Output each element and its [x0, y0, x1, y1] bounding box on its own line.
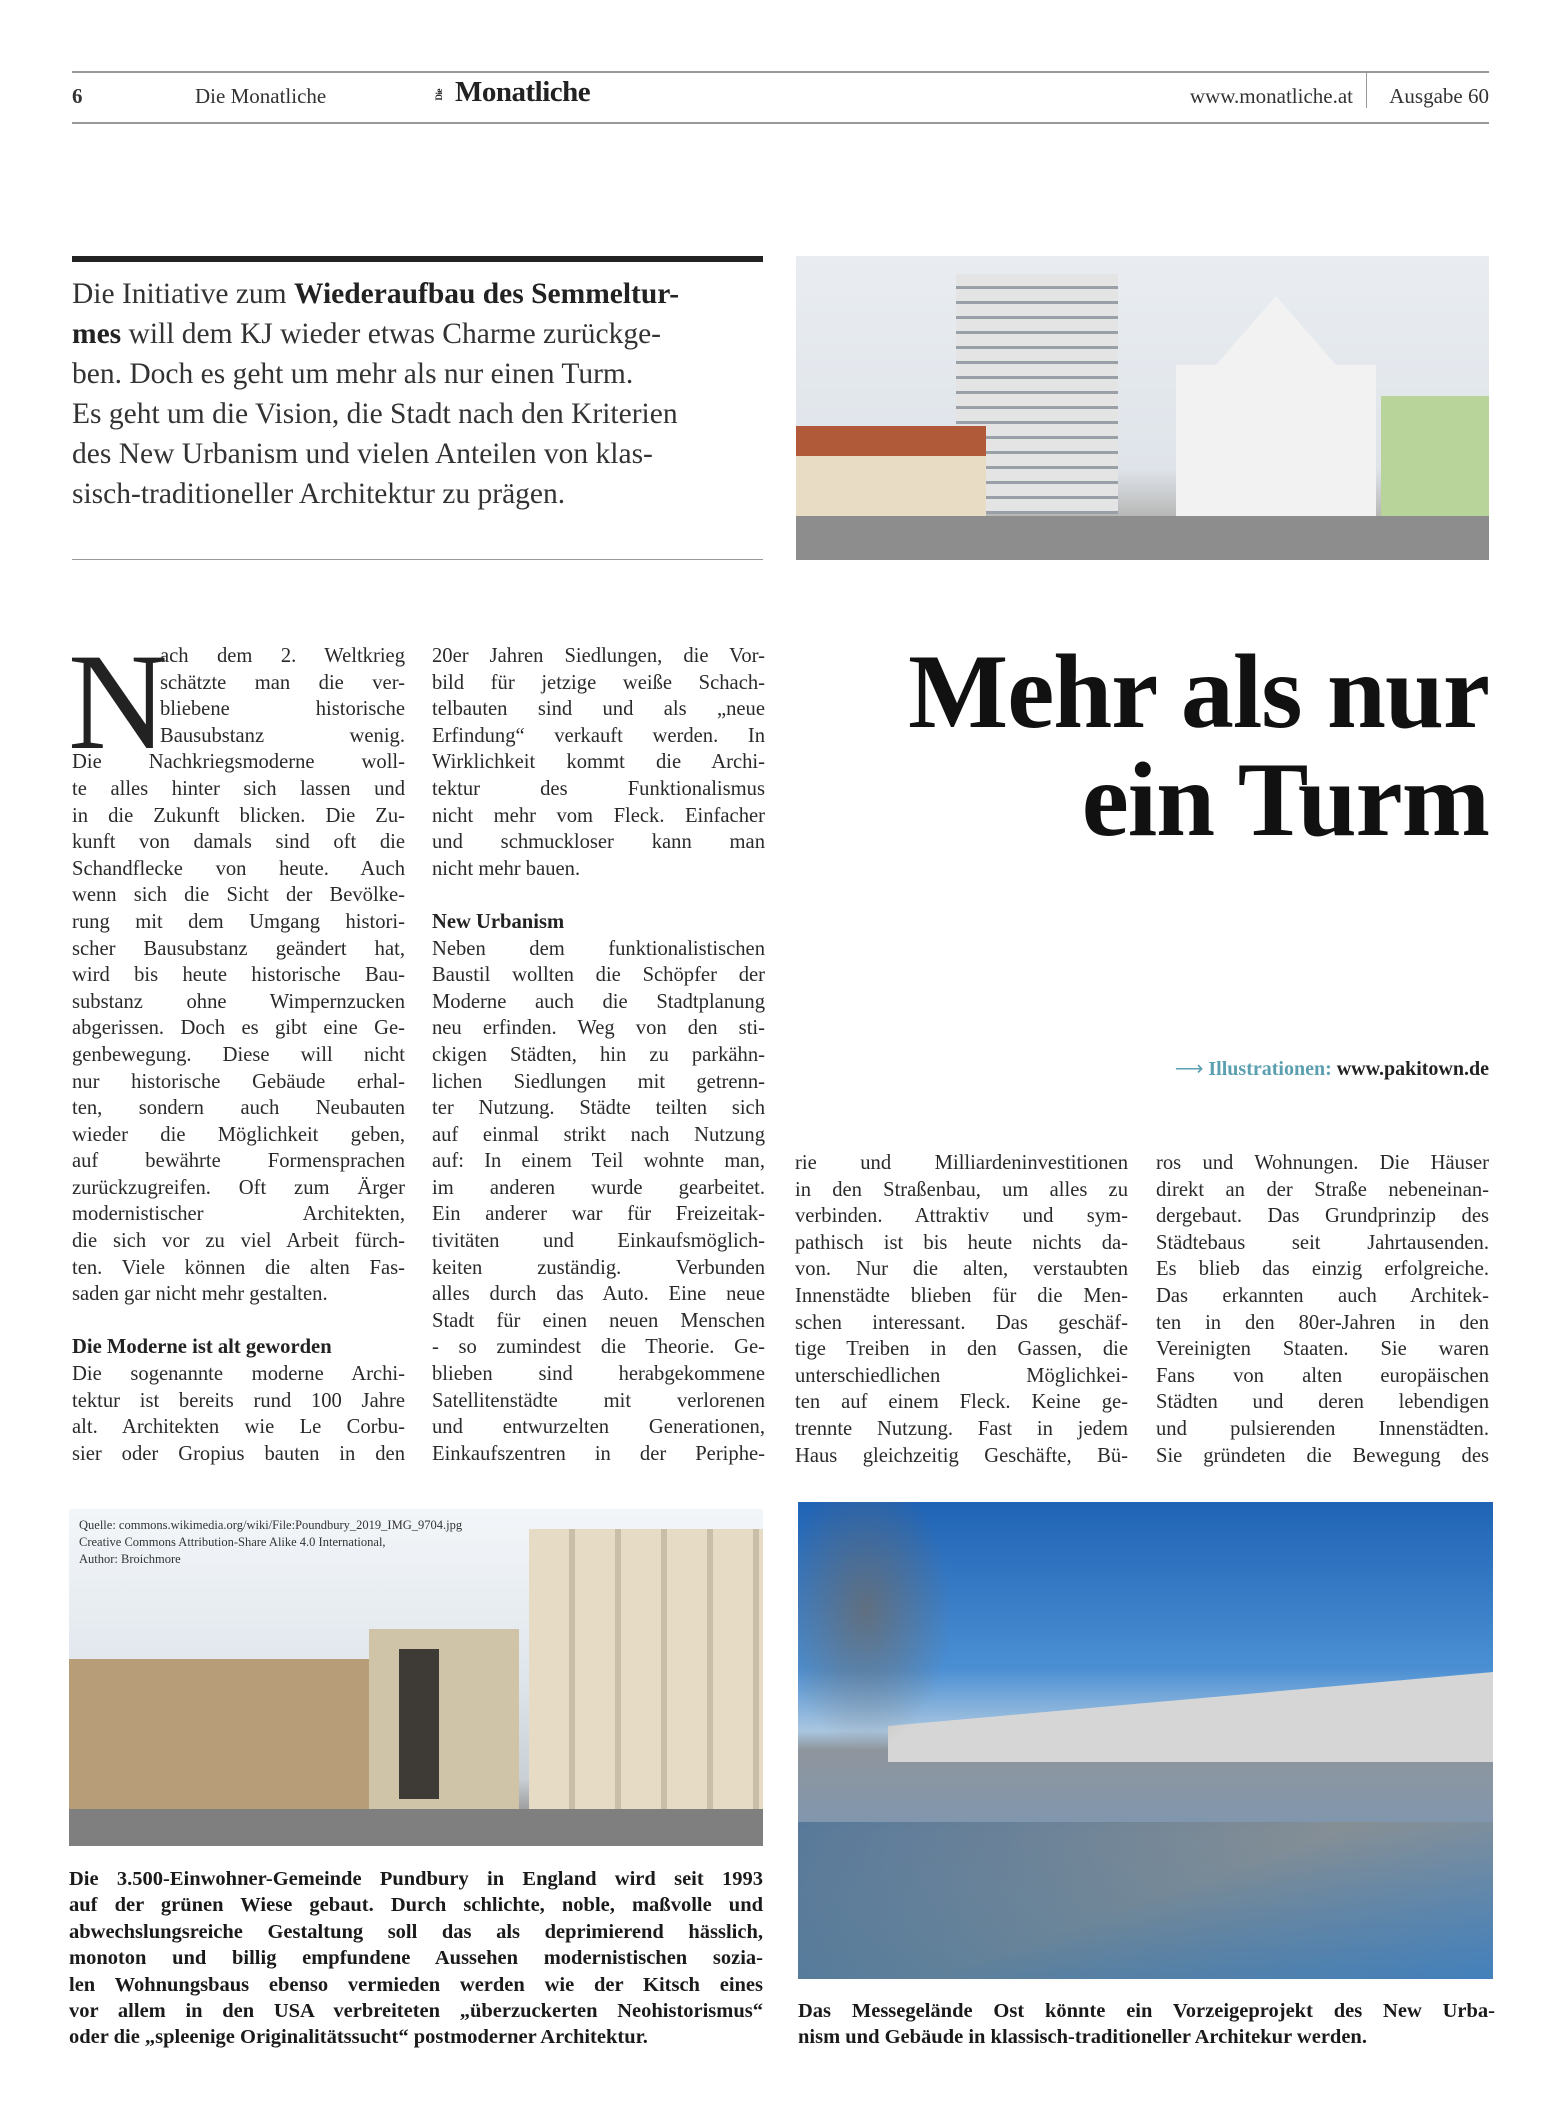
- photo-messegelaende: [798, 1502, 1493, 1979]
- photo-street-highrise: [796, 256, 1489, 560]
- text-line: ten. Viele können die alten Fas-: [72, 1256, 405, 1279]
- text-line: modernistischer Architekten,: [72, 1203, 405, 1226]
- publication-name: Die Monatliche: [195, 84, 327, 108]
- text-line: lichen Siedlungen mit getrenn-: [432, 1070, 765, 1093]
- text-line: trennte Nutzung. Fast in jedem: [795, 1417, 1128, 1440]
- text-line: und entwurzelten Generationen,: [432, 1416, 765, 1439]
- text-line: nicht mehr vom Fleck. Einfacher: [432, 804, 765, 827]
- credit-url[interactable]: www.pakitown.de: [1336, 1058, 1489, 1080]
- header-top-rule: [72, 71, 1489, 73]
- text-line: bliebene historische: [160, 698, 405, 721]
- text-line: schätzte man die ver-: [160, 671, 405, 694]
- caption-poundbury: [69, 1866, 763, 2051]
- text-line: Das erkannten auch Architek-: [1156, 1284, 1489, 1307]
- text-line: verbinden. Attraktiv und sym-: [795, 1205, 1128, 1228]
- text-line: keiten zuständig. Verbunden: [432, 1256, 765, 1279]
- text-line: nur historische Gebäude erhal-: [72, 1070, 405, 1093]
- arrow-right-icon: ⟶: [1174, 1058, 1209, 1080]
- text-line: 20er Jahren Siedlungen, die Vor-: [432, 645, 765, 667]
- text-line: die sich vor zu viel Arbeit fürch-: [72, 1230, 405, 1253]
- text-line: Haus gleichzeitig Geschäfte, Bü-: [795, 1444, 1128, 1467]
- text-line: blieben sind herabgekommene: [432, 1363, 765, 1386]
- text-line: rie und Milliardeninvestitionen: [795, 1152, 1128, 1174]
- text-line: Wirklichkeit kommt die Archi-: [432, 751, 765, 774]
- caption-line: Das Messegelände Ost könnte ein Vorzeigeprojekt des New Urba-: [798, 2000, 1495, 2022]
- text-line: ros und Wohnungen. Die Häuser: [1156, 1152, 1489, 1174]
- headline-line: ein Turm: [1081, 741, 1489, 858]
- text-line: auf bewährte Formensprachen: [72, 1150, 405, 1173]
- source-line: Creative Commons Attribution-Share Alike 4.0 International,: [79, 1535, 386, 1549]
- text-line: telbauten sind und als „neue: [432, 698, 765, 721]
- intro-text-part: ben. Doch es geht um mehr als nur einen Turm.: [72, 358, 634, 390]
- spacer: [432, 882, 765, 909]
- source-line: Author: Broichmore: [79, 1552, 181, 1566]
- text-line: pathisch ist bis heute nichts da-: [795, 1231, 1128, 1254]
- photo-poundbury: [69, 1509, 763, 1846]
- text-line: Es blieb das einzig erfolgreiche.: [1156, 1258, 1489, 1281]
- text-line: Innenstädte blieben für die Men-: [795, 1284, 1128, 1307]
- text-line: zurückzugreifen. Oft zum Ärger: [72, 1176, 405, 1199]
- caption-line: oder die „spleenige Originalitätssucht“ postmoderner Architektur.: [69, 2026, 648, 2049]
- text-line: alt. Architekten wie Le Corbu-: [72, 1416, 405, 1439]
- text-line: Einkaufszentren in der Periphe-: [432, 1442, 765, 1465]
- section-heading: New Urbanism: [432, 910, 565, 933]
- text-line: Sie gründeten die Bewegung des: [1156, 1444, 1489, 1467]
- text-line: Ein anderer war für Freizeitak-: [432, 1203, 765, 1226]
- text-line: alles durch das Auto. Eine neue: [432, 1283, 765, 1306]
- text-line: rung mit dem Umgang histori-: [72, 910, 405, 933]
- text-line: Moderne auch die Stadtplanung: [432, 990, 765, 1013]
- intro-text-part: Es geht um die Vision, die Stadt nach den Kriterien: [72, 398, 678, 430]
- text-line: tivitäten und Einkaufsmöglich-: [432, 1230, 765, 1253]
- text-line: ter Nutzung. Städte teilten sich: [432, 1097, 765, 1120]
- text-line: von. Nur die alten, verstaubten: [795, 1258, 1128, 1281]
- text-line: substanz ohne Wimpernzucken: [72, 990, 405, 1013]
- text-line: Städten und deren lebendigen: [1156, 1391, 1489, 1414]
- text-line: direkt an der Straße nebeneinan-: [1156, 1178, 1489, 1201]
- section-heading: Die Moderne ist alt geworden: [72, 1336, 332, 1359]
- text-line: Die Nachkriegsmoderne woll-: [72, 751, 405, 774]
- text-line: auf einmal strikt nach Nutzung: [432, 1123, 765, 1146]
- drop-cap: N: [68, 625, 168, 778]
- text-line: Satellitenstädte mit verlorenen: [432, 1389, 765, 1412]
- text-line: ten, sondern auch Neubauten: [72, 1097, 405, 1120]
- text-line: Stadt für einen neuen Menschen: [432, 1309, 765, 1332]
- text-line: wird bis heute historische Bau-: [72, 964, 405, 987]
- caption-messegelaende: [798, 1998, 1495, 2051]
- text-line: Neben dem funktionalistischen: [432, 937, 765, 960]
- text-line: kunft von damals sind oft die: [72, 831, 405, 854]
- text-line: ach dem 2. Weltkrieg: [160, 645, 405, 667]
- logo-small-text: Die: [434, 88, 444, 101]
- text-line: - so zumindest die Theorie. Ge-: [432, 1336, 765, 1359]
- caption-line: auf der grünen Wiese gebaut. Durch schlichte, noble, maßvolle und: [69, 1894, 763, 1917]
- header-bottom-rule: [72, 122, 1489, 124]
- text-line: bild für jetzige weiße Schach-: [432, 671, 765, 694]
- text-line: Erfindung“ verkauft werden. In: [432, 724, 765, 747]
- text-line: Vereinigten Staaten. Sie waren: [1156, 1338, 1489, 1361]
- intro-text: [72, 274, 772, 514]
- text-line: Bausubstanz wenig.: [160, 724, 405, 747]
- text-line: in den Straßenbau, um alles zu: [795, 1178, 1128, 1201]
- article-column-4: [1156, 1150, 1489, 1469]
- text-line: genbewegung. Diese will nicht: [72, 1043, 405, 1066]
- text-line: und schmuckloser kann man: [432, 831, 765, 854]
- text-line: wieder die Möglichkeit geben,: [72, 1123, 405, 1146]
- intro-text-part: des New Urbanism und vielen Anteilen von klas-: [72, 438, 653, 470]
- text-line: nicht mehr bauen.: [432, 857, 581, 880]
- page-number: 6: [72, 84, 83, 108]
- text-line: neu erfinden. Weg von den sti-: [432, 1017, 765, 1040]
- text-line: unterschiedlichen Möglichkei-: [795, 1364, 1128, 1387]
- logo-text: Monatliche: [455, 76, 591, 108]
- caption-line: monoton und billig empfundene Aussehen modernistischen sozia-: [69, 1947, 763, 1970]
- intro-bold-part: Wiederaufbau des Semmeltur-: [294, 278, 680, 310]
- issue-number: Ausgabe 60: [1389, 84, 1489, 108]
- website-link[interactable]: www.monatliche.at: [1189, 84, 1353, 108]
- text-line: saden gar nicht mehr gestalten.: [72, 1283, 328, 1306]
- intro-bottom-rule: [72, 559, 763, 560]
- text-line: im anderen wurde gearbeitet.: [432, 1176, 765, 1199]
- intro-text-part: Die Initiative zum: [72, 278, 294, 310]
- text-line: Städtebaus seit Jahrtausenden.: [1156, 1231, 1489, 1254]
- article-column-3: [795, 1150, 1128, 1469]
- caption-line: Die 3.500-Einwohner-Gemeinde Pundbury in England wird seit 1993: [69, 1868, 763, 1890]
- text-line: te alles hinter sich lassen und: [72, 777, 405, 800]
- caption-line: nism und Gebäude in klassisch-traditioneller Architekur werden.: [798, 2026, 1367, 2049]
- headline: [908, 633, 1489, 858]
- text-line: tektur ist bereits rund 100 Jahre: [72, 1389, 405, 1412]
- source-line: Quelle: commons.wikimedia.org/wiki/File:Poundbury_2019_IMG_9704.jpg: [79, 1518, 463, 1532]
- spacer: [72, 1308, 405, 1335]
- text-line: tige Treiben in den Gassen, die: [795, 1338, 1128, 1361]
- text-line: schen interessant. Das geschäf-: [795, 1311, 1128, 1334]
- text-line: ten auf einem Fleck. Keine ge-: [795, 1391, 1128, 1414]
- header-separator: [1366, 72, 1367, 108]
- text-line: abgerissen. Doch es gibt eine Ge-: [72, 1017, 405, 1040]
- text-line: scher Bausubstanz geändert hat,: [72, 937, 405, 960]
- text-line: ten in den 80er-Jahren in den: [1156, 1311, 1489, 1334]
- intro-bold-part: mes: [72, 318, 122, 350]
- text-line: sier oder Gropius bauten in den: [72, 1442, 405, 1465]
- caption-line: vor allem in den USA verbreiteten „überzuckerten Neohistorismus“: [69, 1999, 763, 2022]
- text-line: und pulsierenden Innenstädten.: [1156, 1417, 1489, 1440]
- headline-line: Mehr als nur: [908, 633, 1489, 750]
- text-line: tektur des Funktionalismus: [432, 777, 765, 800]
- intro-text-part: sisch-traditioneller Architektur zu prägen.: [72, 478, 566, 510]
- text-line: in die Zukunft blicken. Die Zu-: [72, 804, 405, 827]
- credit-label: Illustrationen:: [1208, 1058, 1332, 1080]
- text-line: Die sogenannte moderne Archi-: [72, 1363, 405, 1386]
- text-line: ckigen Städten, hin zu parkähn-: [432, 1043, 765, 1066]
- text-line: dergebaut. Das Grundprinzip des: [1156, 1205, 1489, 1228]
- article-column-1: [72, 643, 405, 1467]
- text-line: auf: In einem Teil wohnte man,: [432, 1150, 765, 1173]
- text-line: wenn sich die Sicht der Bevölke-: [72, 884, 405, 907]
- caption-line: abwechslungsreiche Gestaltung soll das als deprimierend hässlich,: [69, 1920, 763, 1943]
- text-line: Schandflecke von heute. Auch: [72, 857, 405, 880]
- caption-line: len Wohnungsbaus ebenso vermieden werden wie der Kitsch eines: [69, 1973, 763, 1996]
- text-line: Baustil wollten die Schöpfer der: [432, 964, 765, 987]
- intro-text-part: will dem KJ wieder etwas Charme zurückge-: [121, 318, 661, 350]
- illustration-credit: [1175, 1056, 1489, 1081]
- intro-top-bar: [72, 256, 763, 262]
- publication-logo: [425, 78, 590, 106]
- article-column-2: [432, 643, 765, 1467]
- text-line: Fans von alten europäischen: [1156, 1364, 1489, 1387]
- photo-source-credit: [79, 1517, 462, 1568]
